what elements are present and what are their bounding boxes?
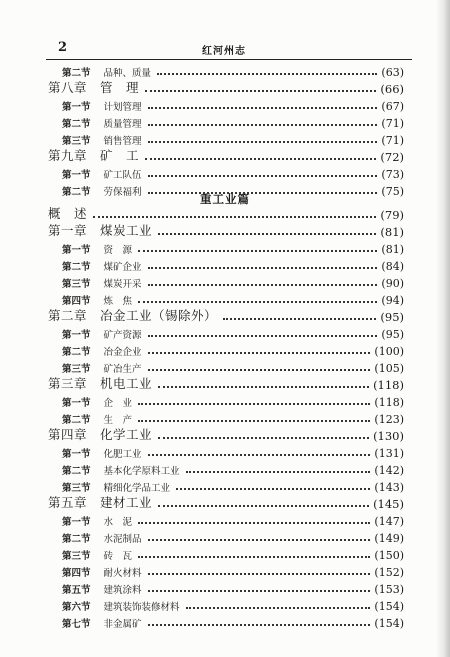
toc-chapter-entry bbox=[48, 205, 404, 222]
entry-label bbox=[48, 306, 217, 324]
entry-label bbox=[48, 412, 132, 426]
entry-title: 第一章 煤炭工业 bbox=[48, 223, 153, 238]
page-reference: (71) bbox=[381, 134, 404, 147]
page-reference: (145) bbox=[373, 497, 404, 511]
page-reference: (95) bbox=[380, 310, 404, 324]
toc-section-entry bbox=[48, 341, 404, 358]
section-number: 第一节 bbox=[62, 330, 91, 341]
page-reference: (154) bbox=[374, 600, 404, 613]
dot-leader bbox=[223, 318, 376, 320]
dot-leader bbox=[148, 107, 378, 109]
toc-chapter-entry bbox=[48, 79, 404, 96]
page-reference: (94) bbox=[381, 294, 404, 307]
entry-label bbox=[48, 78, 139, 96]
section-number: 第七节 bbox=[62, 619, 91, 630]
page-reference: (142) bbox=[374, 464, 404, 477]
dot-leader bbox=[145, 90, 376, 92]
dot-leader bbox=[148, 369, 371, 371]
page-reference: (81) bbox=[381, 243, 404, 256]
entry-label bbox=[48, 276, 142, 290]
entry-label bbox=[48, 565, 142, 579]
page-reference: (90) bbox=[381, 277, 404, 290]
toc-chapter-entry bbox=[48, 426, 404, 443]
toc-section-entry bbox=[48, 130, 404, 147]
entry-label bbox=[48, 65, 151, 79]
dot-leader bbox=[158, 386, 369, 388]
page-reference: (81) bbox=[380, 225, 404, 239]
entry-label bbox=[48, 493, 152, 511]
dot-leader bbox=[158, 233, 376, 235]
toc-section-entry bbox=[48, 96, 404, 113]
entry-title: 劳保福利 bbox=[103, 187, 142, 198]
entry-title: 销售管理 bbox=[103, 136, 142, 147]
toc-section-entry bbox=[48, 511, 404, 528]
entry-label bbox=[48, 99, 142, 113]
page-reference: (72) bbox=[380, 150, 404, 164]
page-reference: (147) bbox=[374, 515, 404, 528]
section-number: 第三节 bbox=[62, 136, 91, 147]
entry-title: 第五章 建材工业 bbox=[48, 495, 153, 510]
entry-label bbox=[48, 344, 142, 358]
section-number: 第一节 bbox=[62, 170, 91, 181]
page-reference: (118) bbox=[374, 396, 404, 409]
page-reference: (153) bbox=[374, 583, 404, 596]
page-reference: (84) bbox=[381, 260, 404, 273]
section-number: 第一节 bbox=[62, 245, 91, 256]
section-number: 第二节 bbox=[62, 68, 91, 79]
dot-leader bbox=[138, 420, 370, 422]
dot-leader bbox=[148, 624, 371, 626]
dot-leader bbox=[158, 505, 369, 507]
entry-title: 计划管理 bbox=[103, 102, 142, 113]
section-number: 第二节 bbox=[62, 415, 91, 426]
entry-title: 资 源 bbox=[103, 245, 133, 256]
page-reference: (130) bbox=[373, 429, 404, 443]
dot-leader bbox=[138, 556, 370, 558]
entry-label bbox=[48, 395, 132, 409]
dot-leader bbox=[148, 454, 371, 456]
entry-label bbox=[48, 480, 170, 494]
entry-label bbox=[48, 116, 142, 130]
part-title: 重工业篇 bbox=[200, 192, 250, 206]
toc-section-entry bbox=[48, 113, 404, 130]
dot-leader bbox=[138, 522, 370, 524]
entry-title: 第三章 机电工业 bbox=[48, 376, 153, 391]
entry-title: 品种、质量 bbox=[103, 68, 152, 79]
page-reference: (79) bbox=[380, 208, 404, 222]
page-reference: (95) bbox=[381, 328, 404, 341]
entry-label bbox=[48, 548, 132, 562]
toc-section-entry bbox=[48, 392, 404, 409]
entry-title: 第四章 化学工业 bbox=[48, 427, 153, 442]
toc-section-entry bbox=[48, 528, 404, 545]
page-reference: (75) bbox=[381, 185, 404, 198]
dot-leader bbox=[148, 573, 371, 575]
page-reference: (66) bbox=[380, 82, 404, 96]
entry-title: 质量管理 bbox=[103, 119, 142, 130]
entry-label bbox=[48, 184, 142, 198]
page-reference: (154) bbox=[374, 617, 404, 630]
entry-title: 矿工队伍 bbox=[103, 170, 142, 181]
entry-label bbox=[48, 327, 142, 341]
entry-label bbox=[48, 463, 180, 477]
entry-title: 生 产 bbox=[103, 415, 133, 426]
entry-label bbox=[48, 616, 142, 630]
entry-title: 第八章 管 理 bbox=[48, 80, 140, 95]
dot-leader bbox=[148, 175, 378, 177]
entry-title: 水泥制品 bbox=[103, 534, 142, 545]
entry-label bbox=[48, 425, 152, 443]
dot-leader bbox=[138, 301, 377, 303]
toc-section-entry bbox=[48, 290, 404, 307]
dot-leader bbox=[148, 352, 371, 354]
section-number: 第一节 bbox=[62, 398, 91, 409]
section-number: 第四节 bbox=[62, 568, 91, 579]
toc-section-entry bbox=[48, 273, 404, 290]
dot-leader bbox=[158, 437, 369, 439]
dot-leader bbox=[176, 488, 370, 490]
dot-leader bbox=[93, 216, 376, 218]
entry-title: 概 述 bbox=[48, 206, 88, 221]
toc-chapter-entry bbox=[48, 147, 404, 164]
page-reference: (63) bbox=[381, 66, 404, 79]
page-reference: (100) bbox=[374, 345, 404, 358]
toc-chapter-entry bbox=[48, 307, 404, 324]
section-number: 第五节 bbox=[62, 585, 91, 596]
section-number: 第三节 bbox=[62, 551, 91, 562]
entry-title: 砖 瓦 bbox=[103, 551, 133, 562]
dot-leader bbox=[148, 141, 378, 143]
entry-title: 炼 焦 bbox=[103, 296, 133, 307]
toc-section-entry bbox=[48, 477, 404, 494]
dot-leader bbox=[148, 124, 378, 126]
entry-label bbox=[48, 204, 87, 222]
entry-label bbox=[48, 242, 132, 256]
entry-label bbox=[48, 293, 132, 307]
entry-label bbox=[48, 599, 180, 613]
entry-label bbox=[48, 167, 142, 181]
dot-leader bbox=[148, 284, 378, 286]
toc-section-entry bbox=[48, 256, 404, 273]
entry-title: 耐火材料 bbox=[103, 568, 142, 579]
section-number: 第一节 bbox=[62, 517, 91, 528]
section-number: 第三节 bbox=[62, 364, 91, 375]
dot-leader bbox=[138, 250, 377, 252]
toc-section-entry bbox=[48, 460, 404, 477]
page-reference: (131) bbox=[374, 447, 404, 460]
entry-title: 第二章 冶金工业（锡除外） bbox=[48, 308, 218, 323]
section-number: 第二节 bbox=[62, 534, 91, 545]
section-number: 第六节 bbox=[62, 602, 91, 613]
page-reference: (143) bbox=[374, 481, 404, 494]
toc-section-entry bbox=[48, 613, 404, 630]
section-number: 第二节 bbox=[62, 466, 91, 477]
toc-chapter-entry bbox=[48, 494, 404, 511]
entry-label bbox=[48, 361, 142, 375]
toc-section-entry bbox=[48, 164, 404, 181]
section-number: 第四节 bbox=[62, 296, 91, 307]
entry-label bbox=[48, 146, 139, 164]
page-reference: (150) bbox=[374, 549, 404, 562]
toc-section-entry bbox=[48, 62, 404, 79]
entry-title: 建筑装饰装修材料 bbox=[103, 602, 180, 613]
section-number: 第一节 bbox=[62, 449, 91, 460]
section-number: 第一节 bbox=[62, 102, 91, 113]
page-reference: (105) bbox=[374, 362, 404, 375]
entry-title: 精细化学品工业 bbox=[103, 483, 171, 494]
dot-leader bbox=[148, 192, 378, 194]
page-reference: (152) bbox=[374, 566, 404, 579]
entry-title: 煤矿企业 bbox=[103, 262, 142, 273]
dot-leader bbox=[148, 335, 378, 337]
toc-chapter-entry bbox=[48, 222, 404, 239]
dot-leader bbox=[186, 471, 371, 473]
toc-section-entry bbox=[48, 562, 404, 579]
toc-section-entry bbox=[48, 545, 404, 562]
toc-section-entry bbox=[48, 579, 404, 596]
entry-title: 非金属矿 bbox=[103, 619, 142, 630]
page-reference: (123) bbox=[374, 413, 404, 426]
running-title: 红河州志 bbox=[202, 46, 246, 57]
toc-section-entry bbox=[48, 324, 404, 341]
entry-title: 化肥工业 bbox=[103, 449, 142, 460]
toc-chapter-entry bbox=[48, 375, 404, 392]
page-reference: (67) bbox=[381, 100, 404, 113]
entry-title: 煤炭开采 bbox=[103, 279, 142, 290]
dot-leader bbox=[138, 403, 370, 405]
entry-label bbox=[48, 133, 142, 147]
page-reference: (149) bbox=[374, 532, 404, 545]
toc-section-entry bbox=[48, 596, 404, 613]
page-reference: (118) bbox=[373, 378, 404, 392]
entry-title: 矿冶生产 bbox=[103, 364, 142, 375]
dot-leader bbox=[148, 590, 371, 592]
entry-title: 冶金企业 bbox=[103, 347, 142, 358]
entry-label bbox=[48, 582, 142, 596]
toc-section-entry bbox=[48, 181, 404, 198]
toc-section-entry bbox=[48, 443, 404, 460]
toc-section-entry bbox=[48, 239, 404, 256]
entry-label bbox=[48, 259, 142, 273]
toc-section-entry bbox=[48, 358, 404, 375]
entry-title: 企 业 bbox=[103, 398, 133, 409]
entry-label bbox=[48, 374, 152, 392]
toc-section-entry bbox=[48, 409, 404, 426]
section-number: 第二节 bbox=[62, 187, 91, 198]
dot-leader bbox=[157, 73, 377, 75]
section-number: 第二节 bbox=[62, 119, 91, 130]
entry-title: 基本化学原料工业 bbox=[103, 466, 180, 477]
dot-leader bbox=[148, 267, 378, 269]
section-number: 第三节 bbox=[62, 483, 91, 494]
page-reference: (71) bbox=[381, 117, 404, 130]
entry-label bbox=[48, 531, 142, 545]
entry-title: 建筑涂料 bbox=[103, 585, 142, 596]
section-number: 第二节 bbox=[62, 347, 91, 358]
entry-title: 矿产资源 bbox=[103, 330, 142, 341]
dot-leader bbox=[145, 158, 376, 160]
entry-label bbox=[48, 446, 142, 460]
entry-title: 第九章 矿 工 bbox=[48, 148, 140, 163]
entry-label bbox=[48, 514, 132, 528]
page-reference: (73) bbox=[381, 168, 404, 181]
entry-title: 水 泥 bbox=[103, 517, 133, 528]
dot-leader bbox=[186, 607, 371, 609]
section-number: 第三节 bbox=[62, 279, 91, 290]
dot-leader bbox=[148, 539, 371, 541]
page-number: 2 bbox=[58, 40, 68, 55]
entry-label bbox=[48, 221, 152, 239]
section-number: 第二节 bbox=[62, 262, 91, 273]
